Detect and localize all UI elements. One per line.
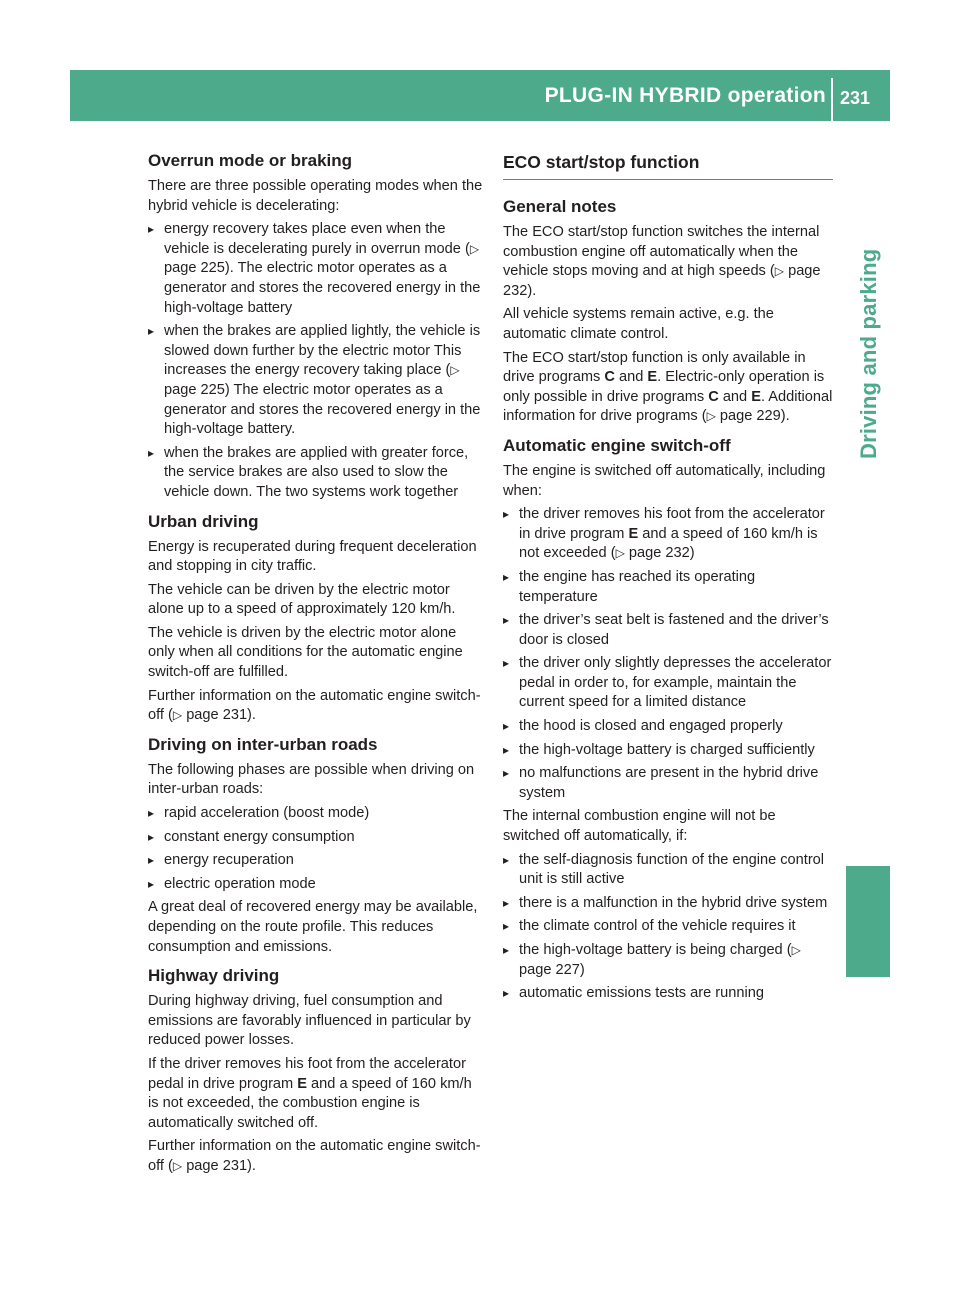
- urban-p3: The vehicle is driven by the electric motor alone only when all conditions for the automatic engine switch-off are fulfilled.: [148, 624, 463, 681]
- side-tab-marker: [846, 866, 890, 977]
- overrun-intro: There are three possible operating modes when the hybrid vehicle is decelerating:: [148, 178, 483, 214]
- general-p2: All vehicle systems remain active, e.g. the automatic climate control.: [503, 306, 774, 342]
- page-ref-arrow-icon: ▷: [469, 241, 480, 256]
- list-item: ▸ the climate control of the vehicle requires it: [503, 917, 835, 937]
- left-column: [148, 150, 484, 1181]
- heading-highway: Highway driving: [148, 966, 280, 986]
- page-ref-arrow-icon: ▷: [172, 708, 183, 723]
- heading-urban: Urban driving: [148, 511, 259, 531]
- heading-eco: ECO start/stop function: [503, 152, 700, 172]
- list-item: ▸ automatic emissions tests are running: [503, 984, 835, 1004]
- page-ref-link[interactable]: page 227): [519, 961, 585, 978]
- list-item: ▸ constant energy consumption: [148, 828, 484, 848]
- list-item: ▸ the high-voltage battery is being charged (▷ page 227): [503, 941, 835, 980]
- not-switched-list: [503, 851, 835, 1004]
- list-item: ▸ energy recovery takes place even when the vehicle is decelerating purely in overrun mode (▷ page 225). The electric motor operates as a generator and stores the recovered energy in the high-voltage battery: [148, 220, 484, 318]
- page-title: PLUG-IN HYBRID operation: [544, 84, 826, 107]
- page-ref-link[interactable]: page 229).: [719, 408, 790, 425]
- highway-p3: Further information on the automatic engine switch-off (▷ page 231).: [148, 1138, 481, 1174]
- general-p1: The ECO start/stop function switches the internal combustion engine off automatically when the vehicle stops moving and at high speeds (▷ page 232).: [503, 224, 821, 299]
- heading-interurban: Driving on inter-urban roads: [148, 734, 378, 754]
- page-ref-arrow-icon: ▷: [774, 264, 785, 279]
- page-ref-link[interactable]: page 232): [628, 545, 695, 562]
- page-ref-link[interactable]: page 231).: [186, 1157, 256, 1174]
- header-bar: [70, 70, 890, 121]
- auto-intro: The engine is switched off automatically, including when:: [503, 462, 826, 499]
- overrun-list: [148, 220, 484, 502]
- interurban-list: [148, 804, 484, 894]
- list-item: ▸ the driver removes his foot from the accelerator in drive program E and a speed of 160 km/h is not exceeded (▷ page 232): [503, 505, 835, 564]
- highway-p2: If the driver removes his foot from the accelerator pedal in drive program E and a speed of 160 km/h is not exceeded, the combustion engine is automatically switched off.: [148, 1055, 472, 1131]
- page-ref-link[interactable]: page 225) The electric motor operates as a generator and stores the recovered energy in the high-voltage battery.: [164, 381, 481, 438]
- page-ref-arrow-icon: ▷: [706, 409, 716, 424]
- list-item: ▸ energy recuperation: [148, 851, 484, 871]
- page-ref-link[interactable]: page 231).: [186, 707, 256, 724]
- page-ref-arrow-icon: ▷: [450, 363, 460, 378]
- right-column: [503, 150, 835, 1008]
- page-ref-arrow-icon: ▷: [791, 943, 801, 957]
- urban-p4: Further information on the automatic engine switch-off (▷ page 231).: [148, 687, 481, 724]
- heading-auto-switch-off: Automatic engine switch-off: [503, 435, 731, 455]
- interurban-intro: The following phases are possible when driving on inter-urban roads:: [148, 761, 475, 798]
- list-item: ▸ electric operation mode: [148, 875, 484, 895]
- list-item: ▸ the driver only slightly depresses the accelerator pedal in order to, for example, maintain the current speed for a limited distance: [503, 654, 835, 713]
- not-switched-intro: The internal combustion engine will not be switched off automatically, if:: [503, 808, 776, 845]
- list-item: ▸ there is a malfunction in the hybrid drive system: [503, 894, 835, 914]
- highway-p1: During highway driving, fuel consumption and emissions are favorably influenced in particular by reduced power losses.: [148, 993, 471, 1049]
- list-item: ▸ no malfunctions are present in the hybrid drive system: [503, 764, 835, 803]
- section-rule: [503, 179, 833, 180]
- auto-list: [503, 505, 835, 803]
- list-item: ▸ the engine has reached its operating temperature: [503, 568, 835, 607]
- list-item: ▸ the hood is closed and engaged properly: [503, 717, 835, 737]
- urban-p1: Energy is recuperated during frequent deceleration and stopping in city traffic.: [148, 538, 477, 575]
- list-item: ▸ the high-voltage battery is charged sufficiently: [503, 741, 835, 761]
- side-tab-label: Driving and parking: [856, 248, 881, 459]
- heading-overrun: Overrun mode or braking: [148, 151, 353, 170]
- page-ref-link[interactable]: page 225). The electric motor operates as a generator and stores the recovered energy in the high-voltage battery: [164, 260, 481, 316]
- list-item: ▸ when the brakes are applied lightly, the vehicle is slowed down further by the electric motor This increases the energy recovery taking place (▷ page 225) The electric motor operates as a generator and stores the recovered energy in the high-voltage battery.: [148, 322, 484, 440]
- page-ref-arrow-icon: ▷: [172, 1158, 183, 1173]
- list-item: ▸ when the brakes are applied with greater force, the service brakes are also used to slow the vehicle down. The two systems work together: [148, 444, 484, 503]
- interurban-outro: A great deal of recovered energy may be available, depending on the route profile. This reduces consumption and emissions.: [148, 899, 478, 955]
- urban-p2: The vehicle can be driven by the electric motor alone up to a speed of approximately 120 km/h.: [148, 581, 456, 618]
- header-divider: [831, 78, 833, 121]
- heading-general-notes: General notes: [503, 197, 617, 216]
- page-number: 231: [840, 88, 871, 108]
- list-item: ▸ rapid acceleration (boost mode): [148, 804, 484, 824]
- general-p3: The ECO start/stop function is only available in drive programs C and E. Electric-only operation is only possible in drive programs C and E. Additional information for drive programs (▷ page 229).: [503, 349, 833, 425]
- list-item: ▸ the self-diagnosis function of the engine control unit is still active: [503, 851, 835, 890]
- list-item: ▸ the driver’s seat belt is fastened and the driver’s door is closed: [503, 611, 835, 650]
- page-ref-link[interactable]: page 232).: [503, 263, 821, 299]
- page-ref-arrow-icon: ▷: [615, 546, 625, 561]
